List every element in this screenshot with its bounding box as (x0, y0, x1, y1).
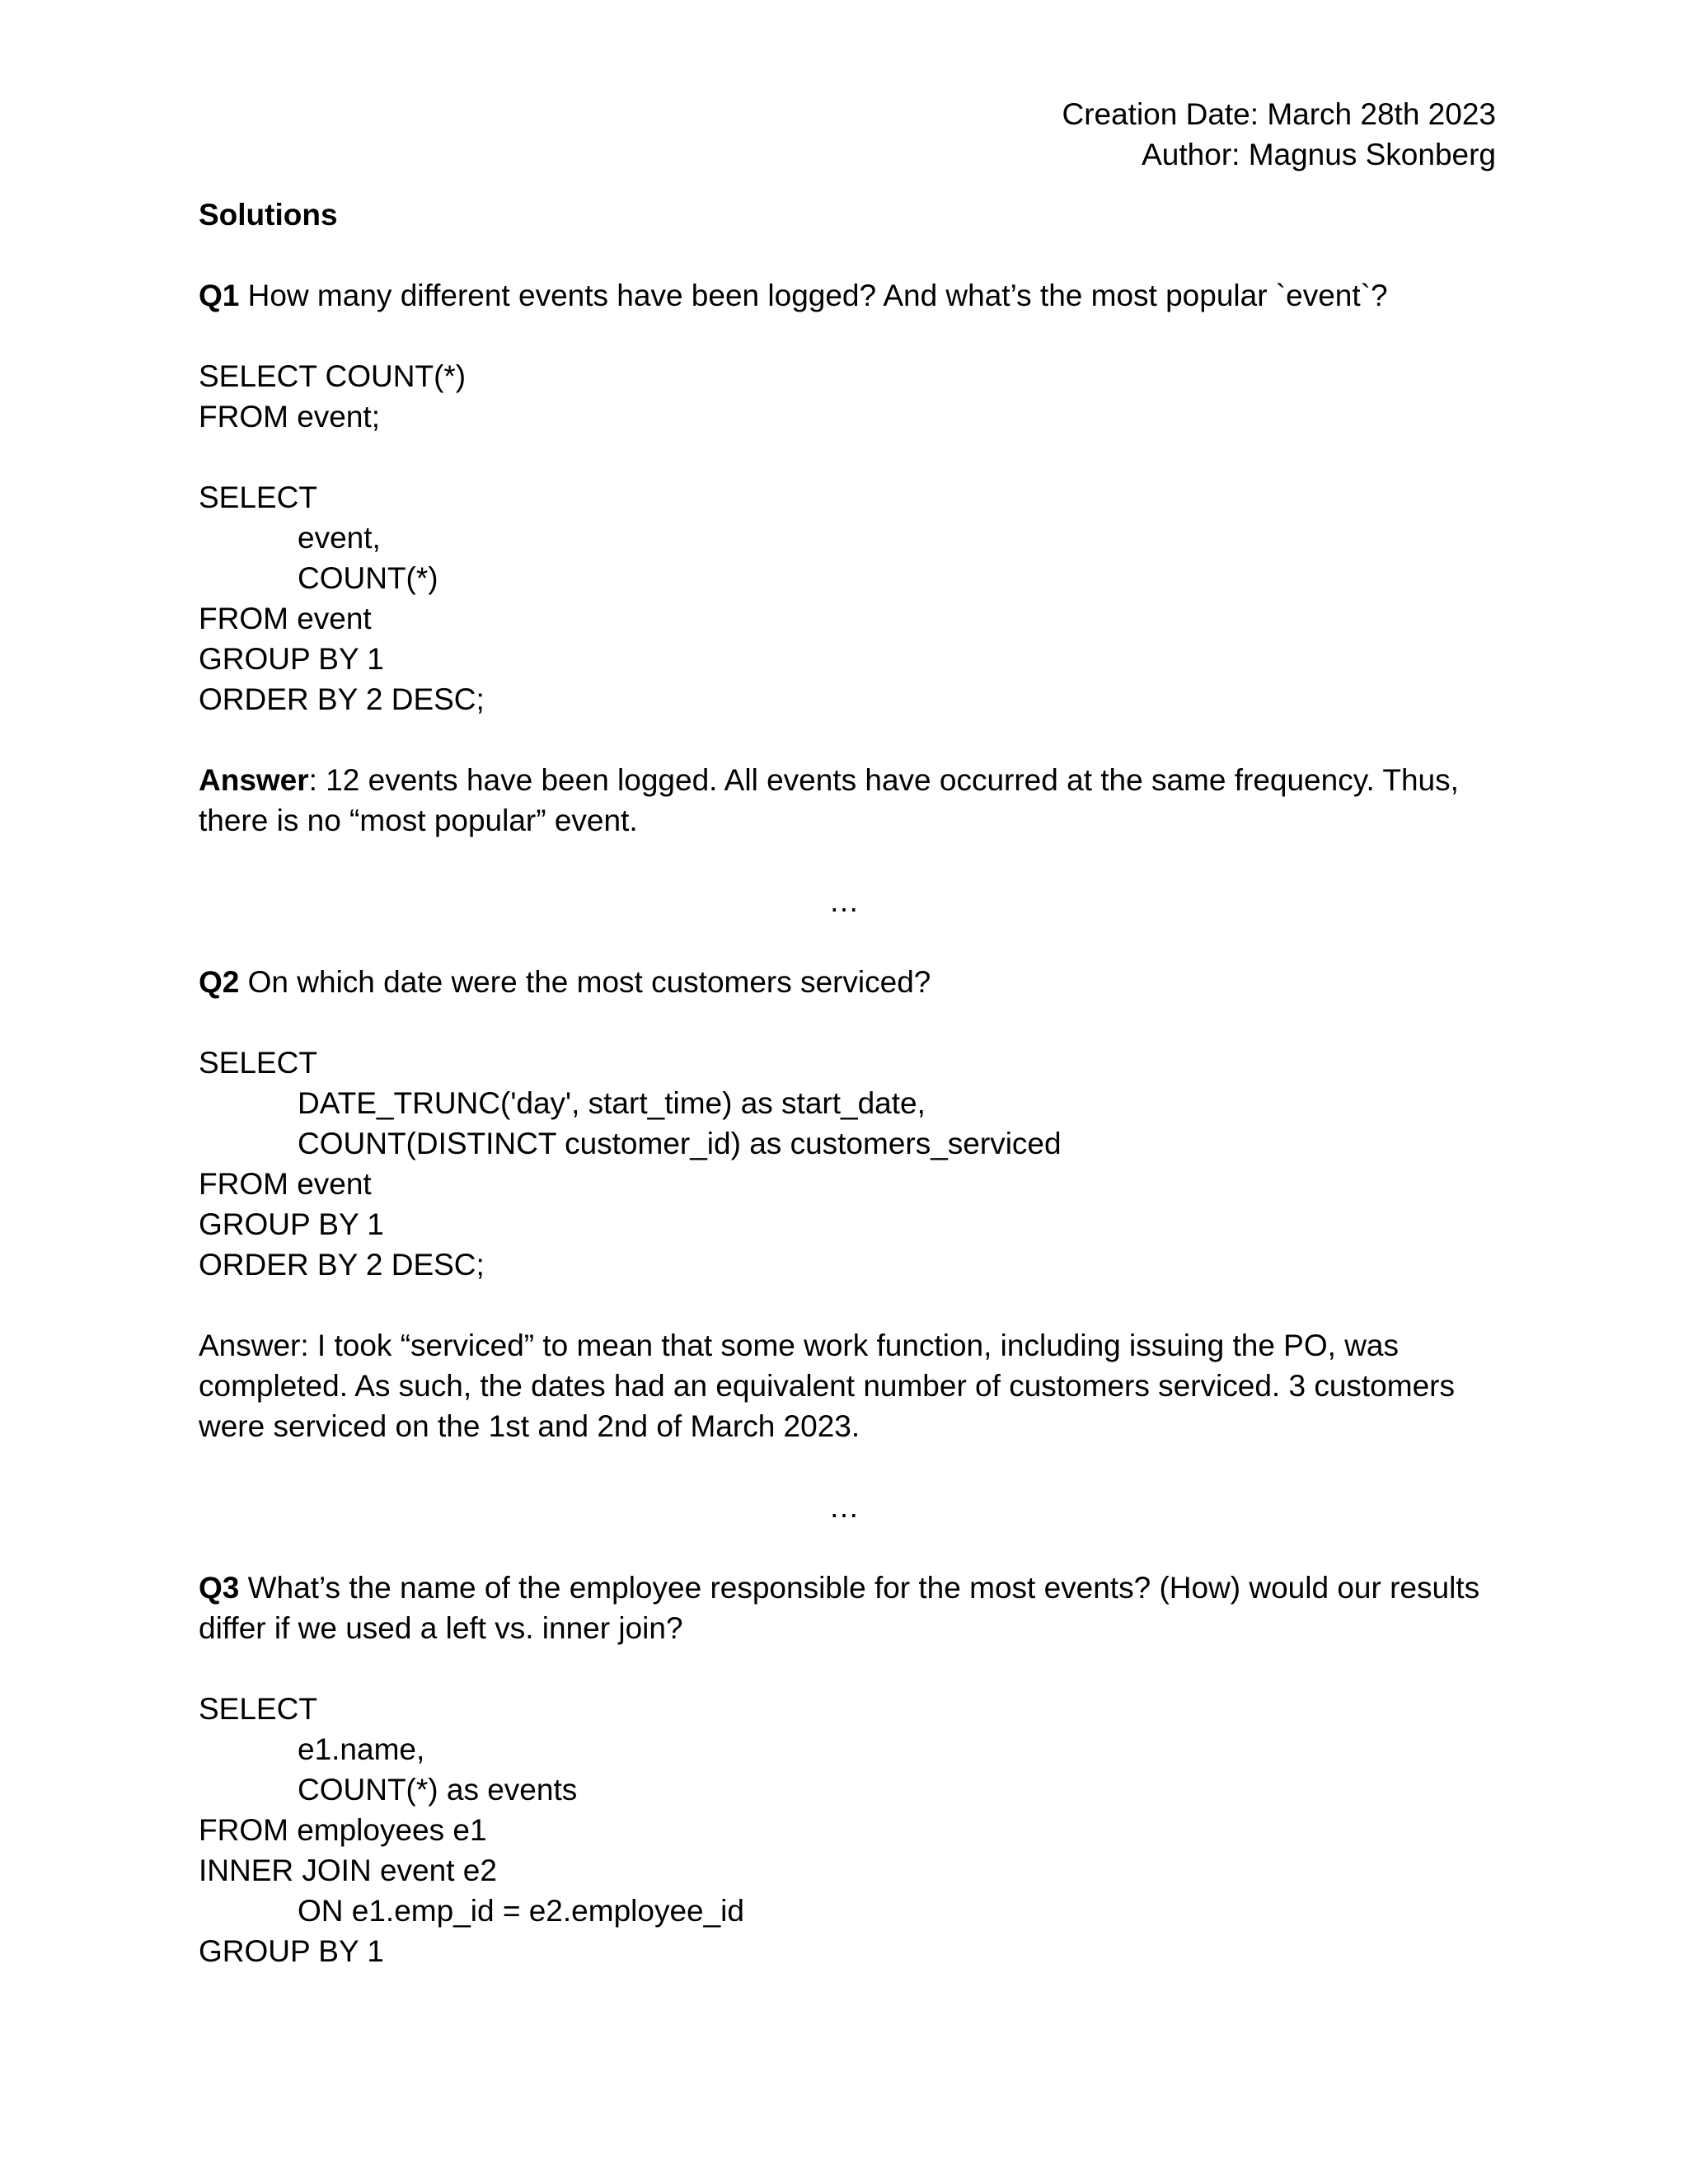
code-line: e1.name, (298, 1732, 425, 1766)
code-line: DATE_TRUNC('day', start_time) as start_date, (298, 1086, 926, 1120)
author: Author: Magnus Skonberg (1142, 138, 1496, 171)
creation-date: Creation Date: March 28th 2023 (1062, 97, 1496, 131)
q1-label: Q1 (199, 279, 240, 312)
q3-query (199, 1689, 1501, 1971)
q1-answer-text: : 12 events have been logged. All events have occurred at the same frequency. Thus, there is no “most popular” event. (199, 763, 1459, 837)
q1-query2 (199, 477, 1501, 719)
q2-question-text: On which date were the most customers serviced? (239, 965, 931, 999)
code-line: FROM event; (199, 400, 380, 434)
code-line: FROM event (199, 602, 372, 635)
code-line: event, (298, 521, 381, 555)
page-title: Solutions (199, 198, 338, 232)
document-header (1062, 94, 1496, 175)
q1-answer (199, 760, 1501, 841)
q2-answer: Answer: I took “serviced” to mean that some work function, including issuing the PO, was completed. As such, the dates had an equivalent number of customers serviced. 3 customers were serviced on the 1st and 2nd of March 2023. (199, 1329, 1455, 1443)
code-line: COUNT(DISTINCT customer_id) as customers_serviced (298, 1127, 1062, 1160)
code-line: GROUP BY 1 (199, 642, 384, 676)
code-line: SELECT (199, 1692, 317, 1726)
q1-question (199, 275, 1501, 316)
q2-query (199, 1043, 1501, 1285)
code-line: SELECT COUNT(*) (199, 359, 467, 393)
code-line: GROUP BY 1 (199, 1207, 384, 1241)
code-line: SELECT (199, 480, 317, 514)
q3-question-text: What’s the name of the employee responsible for the most events? (How) would our results differ if we used a left vs. inner join? (199, 1571, 1480, 1645)
q1-query1 (199, 356, 1501, 437)
code-line: FROM employees e1 (199, 1813, 487, 1847)
code-line: ON e1.emp_id = e2.employee_id (298, 1894, 744, 1928)
code-line: INNER JOIN event e2 (199, 1854, 497, 1887)
q3-question (199, 1568, 1501, 1648)
section-separator: … (828, 1490, 860, 1524)
q3-label: Q3 (199, 1571, 240, 1605)
section-separator: … (828, 884, 860, 918)
code-line: ORDER BY 2 DESC; (199, 1248, 485, 1282)
code-line: GROUP BY 1 (199, 1934, 384, 1968)
code-line: ORDER BY 2 DESC; (199, 682, 485, 716)
q1-answer-label: Answer (199, 763, 309, 797)
q1-question-text: How many different events have been logged? And what’s the most popular `event`? (239, 279, 1388, 312)
code-line: COUNT(*) (298, 561, 438, 595)
document-body (199, 194, 1501, 1971)
code-line: SELECT (199, 1046, 317, 1080)
q2-question (199, 962, 1501, 1002)
code-line: FROM event (199, 1167, 372, 1201)
q2-label: Q2 (199, 965, 240, 999)
code-line: COUNT(*) as events (298, 1773, 578, 1807)
